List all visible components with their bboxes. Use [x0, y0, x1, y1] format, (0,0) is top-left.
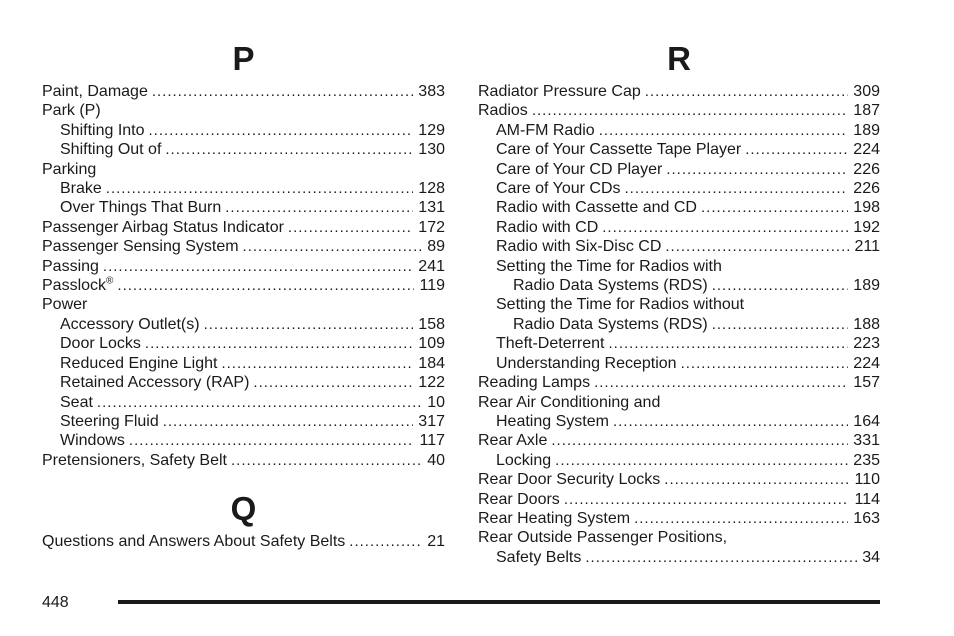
index-entry-page: 128 — [418, 180, 445, 198]
dot-leader — [103, 257, 413, 276]
index-entry-label: Care of Your CD Player — [496, 160, 663, 178]
index-entry-label: Door Locks — [60, 335, 141, 353]
index-entry — [478, 218, 880, 237]
dot-leader — [97, 393, 422, 412]
index-entry-page: 131 — [418, 199, 445, 217]
dot-leader — [608, 334, 848, 353]
dot-leader — [551, 431, 848, 450]
index-entry — [478, 82, 880, 101]
index-entry — [42, 334, 445, 353]
index-entry-label: Parking — [42, 160, 97, 178]
dot-leader — [585, 548, 857, 567]
index-entry-page: 192 — [853, 218, 880, 236]
index-entry-page: 198 — [853, 199, 880, 217]
index-entry-label: Rear Air Conditioning and — [478, 393, 661, 411]
index-entry — [42, 237, 445, 256]
index-entry-label: Care of Your CDs — [496, 180, 621, 198]
index-entry-label: Rear Axle — [478, 432, 548, 450]
index-entry — [478, 121, 880, 140]
index-entry — [478, 101, 880, 120]
index-entry — [42, 532, 445, 551]
index-entry — [478, 257, 880, 276]
index-entry-label: AM-FM Radio — [496, 121, 595, 139]
index-entry-page: 317 — [418, 412, 445, 430]
index-entry — [42, 257, 445, 276]
index-entry — [478, 490, 880, 509]
index-entry-page: 189 — [853, 277, 880, 295]
dot-leader — [555, 451, 848, 470]
index-entry-label: Paint, Damage — [42, 83, 148, 100]
dot-leader — [253, 373, 413, 392]
dot-leader — [701, 198, 848, 217]
index-entry-label: Rear Heating System — [478, 509, 631, 527]
index-entry-page: 184 — [418, 354, 445, 372]
index-entry-page: 109 — [418, 335, 445, 353]
index-entry-label: Locking — [496, 451, 552, 469]
section-letter-p: P — [232, 40, 255, 77]
index-entry — [42, 160, 445, 179]
index-entry-page: 158 — [418, 315, 445, 333]
index-entry-label: Radio with CD — [496, 218, 599, 236]
index-entry — [478, 373, 880, 392]
dot-leader — [645, 82, 849, 101]
dot-leader — [225, 198, 413, 217]
section-letter-r: R — [667, 40, 691, 77]
dot-leader — [163, 412, 414, 431]
index-entry-label: Windows — [60, 432, 125, 450]
index-entry-label: Shifting Out of — [60, 141, 162, 159]
index-entry — [478, 140, 880, 159]
index-entry — [42, 101, 445, 120]
index-entry — [478, 451, 880, 470]
index-entry-label: Radiator Pressure Cap — [478, 83, 641, 100]
index-entry-label: Theft-Deterrent — [496, 335, 605, 353]
dot-leader — [664, 470, 849, 489]
index-entry — [478, 315, 880, 334]
index-entry-label: Passlock® — [42, 275, 114, 295]
index-entry — [42, 412, 445, 431]
index-entry — [478, 160, 880, 179]
index-entry — [42, 451, 445, 470]
index-entry-label: Rear Door Security Locks — [478, 471, 661, 489]
index-entry — [42, 373, 445, 392]
dot-leader — [204, 315, 414, 334]
index-entry-page: 129 — [418, 121, 445, 139]
index-entry-page: 119 — [419, 277, 445, 295]
index-entry-label: Radio Data Systems (RDS) — [513, 315, 708, 333]
index-list-q — [42, 532, 445, 551]
dot-leader — [145, 334, 413, 353]
index-entry-label: Shifting Into — [60, 121, 145, 139]
dot-leader — [602, 218, 848, 237]
footer-rule — [118, 600, 880, 604]
index-entry — [42, 315, 445, 334]
index-entry — [478, 198, 880, 217]
index-entry-page: 163 — [853, 509, 880, 527]
index-entry — [478, 276, 880, 295]
index-entry-label: Rear Doors — [478, 490, 560, 508]
index-entry-page: 21 — [427, 533, 445, 551]
index-entry-page: 224 — [853, 354, 880, 372]
dot-leader — [288, 218, 413, 237]
index-entry — [42, 295, 445, 314]
index-entry — [478, 412, 880, 431]
index-entry — [42, 431, 445, 450]
index-entry — [478, 470, 880, 489]
index-entry-page: 117 — [419, 432, 445, 450]
index-entry — [478, 528, 880, 547]
index-entry — [42, 218, 445, 237]
index-entry-label: Care of Your Cassette Tape Player — [496, 141, 742, 159]
index-entry-label: Setting the Time for Radios with — [496, 257, 722, 275]
index-entry-label: Park (P) — [42, 102, 101, 120]
index-entry-page: 383 — [418, 83, 445, 100]
index-entry-label: Pretensioners, Safety Belt — [42, 451, 227, 469]
dot-leader — [532, 101, 848, 120]
index-entry — [478, 295, 880, 314]
index-entry-page: 89 — [427, 238, 445, 256]
index-entry-label: Understanding Reception — [496, 354, 677, 372]
index-entry-label: Reduced Engine Light — [60, 354, 218, 372]
index-entry-page: 34 — [862, 548, 880, 566]
dot-leader — [231, 451, 422, 470]
index-entry — [478, 237, 880, 256]
dot-leader — [634, 509, 848, 528]
index-entry — [42, 140, 445, 159]
index-entry — [478, 354, 880, 373]
index-entry-label: Radio Data Systems (RDS) — [513, 277, 708, 295]
index-entry-label: Rear Outside Passenger Positions, — [478, 529, 728, 547]
index-entry — [42, 354, 445, 373]
dot-leader — [152, 82, 413, 101]
dot-leader — [625, 179, 849, 198]
index-entry-page: 226 — [853, 180, 880, 198]
dot-leader — [712, 276, 849, 295]
index-entry-label: Accessory Outlet(s) — [60, 315, 200, 333]
index-entry-label: Retained Accessory (RAP) — [60, 374, 250, 392]
index-entry — [42, 179, 445, 198]
index-entry-label: Passenger Sensing System — [42, 238, 239, 256]
index-entry — [478, 548, 880, 567]
index-entry — [478, 509, 880, 528]
index-entry-page: 10 — [427, 393, 445, 411]
dot-leader — [349, 532, 422, 551]
index-entry-page: 130 — [418, 141, 445, 159]
dot-leader — [681, 354, 849, 373]
index-entry-page: 157 — [853, 374, 880, 392]
dot-leader — [117, 276, 414, 295]
index-entry-page: 172 — [418, 218, 445, 236]
left-column — [42, 40, 445, 552]
dot-leader — [712, 315, 849, 334]
index-entry-page: 189 — [853, 121, 880, 139]
index-entry — [478, 393, 880, 412]
index-entry-label: Heating System — [496, 412, 609, 430]
index-entry-page: 211 — [854, 238, 880, 256]
index-entry-page: 114 — [854, 490, 880, 508]
index-entry-label: Setting the Time for Radios without — [496, 296, 745, 314]
index-entry — [42, 198, 445, 217]
dot-leader — [613, 412, 848, 431]
index-entry — [42, 82, 445, 101]
page-number: 448 — [42, 594, 69, 611]
index-entry-label: Radio with Cassette and CD — [496, 199, 697, 217]
dot-leader — [106, 179, 414, 198]
index-entry — [42, 276, 445, 295]
index-entry-page: 188 — [853, 315, 880, 333]
right-column — [478, 40, 880, 567]
index-entry-label: Seat — [60, 393, 93, 411]
index-entry-page: 223 — [853, 335, 880, 353]
index-entry-label: Safety Belts — [496, 548, 582, 566]
dot-leader — [599, 121, 849, 140]
index-entry-page: 309 — [853, 83, 880, 100]
dot-leader — [149, 121, 414, 140]
index-entry-label: Questions and Answers About Safety Belts — [42, 533, 346, 551]
index-entry — [478, 334, 880, 353]
dot-leader — [665, 237, 849, 256]
index-entry-label: Steering Fluid — [60, 412, 159, 430]
index-entry — [42, 121, 445, 140]
dot-leader — [666, 160, 848, 179]
dot-leader — [594, 373, 848, 392]
dot-leader — [221, 354, 413, 373]
index-entry — [478, 179, 880, 198]
section-letter-q: Q — [230, 490, 257, 528]
dot-leader — [745, 140, 848, 159]
index-entry-label: Radios — [478, 102, 528, 120]
index-entry — [42, 393, 445, 412]
index-entry — [478, 431, 880, 450]
index-entry-label: Radio with Six-Disc CD — [496, 238, 662, 256]
index-list-p — [42, 82, 445, 470]
index-entry-page: 241 — [418, 257, 445, 275]
index-entry-page: 164 — [853, 412, 880, 430]
index-list-r — [478, 82, 880, 567]
index-entry-label: Over Things That Burn — [60, 199, 222, 217]
index-entry-page: 331 — [853, 432, 880, 450]
index-entry-label: Passenger Airbag Status Indicator — [42, 218, 284, 236]
index-entry-label: Brake — [60, 180, 102, 198]
dot-leader — [129, 431, 415, 450]
index-entry-page: 187 — [853, 102, 880, 120]
index-entry-label: Passing — [42, 257, 99, 275]
index-entry-page: 110 — [854, 471, 880, 489]
dot-leader — [564, 490, 850, 509]
dot-leader — [243, 237, 423, 256]
index-entry-page: 226 — [853, 160, 880, 178]
index-entry-page: 40 — [427, 451, 445, 469]
index-entry-page: 122 — [418, 374, 445, 392]
index-entry-label: Power — [42, 296, 88, 314]
index-entry-page: 235 — [853, 451, 880, 469]
registered-mark: ® — [106, 275, 114, 287]
index-entry-label: Reading Lamps — [478, 374, 591, 392]
index-entry-page: 224 — [853, 141, 880, 159]
dot-leader — [165, 140, 413, 159]
